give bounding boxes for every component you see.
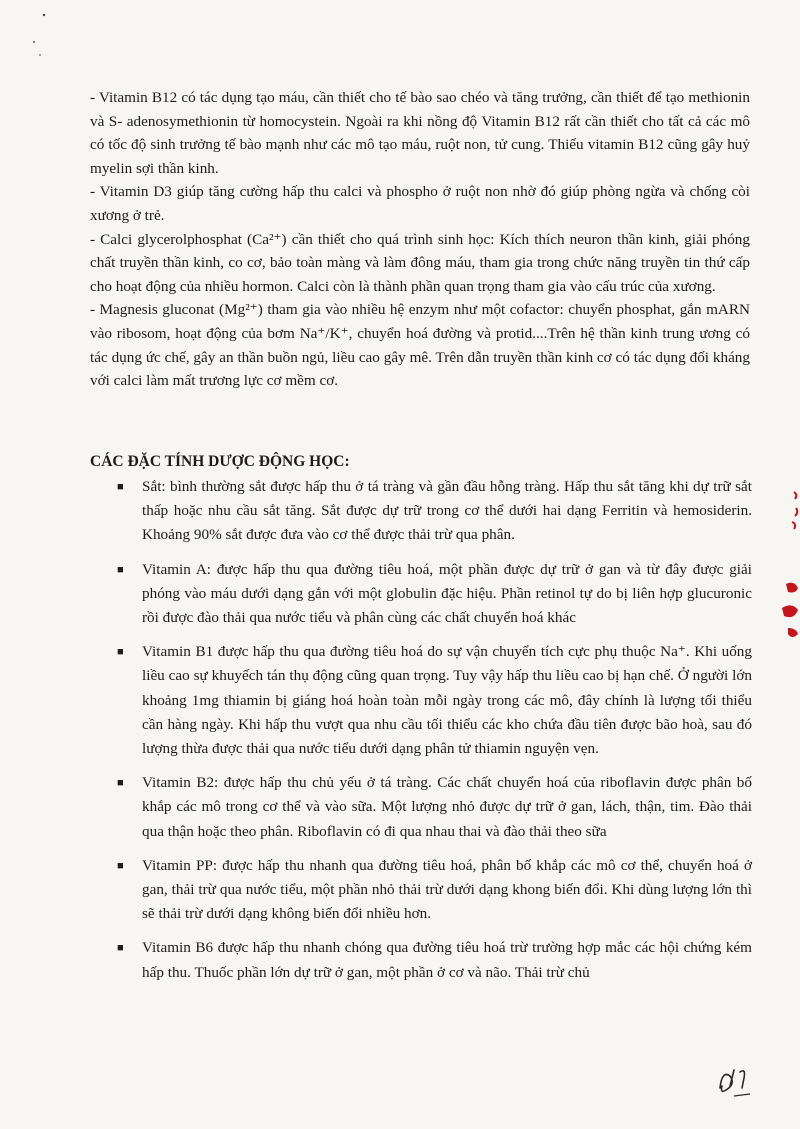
- bullet-icon: ■: [117, 646, 124, 659]
- paragraph-magnesis: - Magnesis gluconat (Mg²⁺) tham gia vào nhiều hệ enzym như một cofactor: chuyển phosphat, gắn mARN vào ribosom, hoạt động của bơm Na⁺/K⁺, chuyển hoá đường và protid....Trên hệ thần kinh trung ương có tác dụng ức chế, gây an thần buồn ngủ, liều cao gây mê. Trên dẫn truyền thần kinh cơ có tác dụng đối kháng với calci làm mất trương lực cơ mềm cơ.: [90, 301, 750, 390]
- paragraph-calci: - Calci glycerolphosphat (Ca²⁺) cần thiết cho quá trình sinh học: Kích thích neuron thần kinh, giải phóng chất truyền thần kinh, co cơ, bảo toàn màng và làm đông máu, tham gia trong chức năng truyền tin thứ cấp cho hoạt động của nhiều hormon. Calci còn là thành phần quan trọng tham gia vào cấu trúc của xương.: [90, 230, 750, 295]
- list-item-sat: [90, 475, 752, 548]
- list-item-text: Vitamin B6 được hấp thu nhanh chóng qua đường tiêu hoá trừ trường hợp mắc các hội chứng kém hấp thu. Thuốc phần lớn dự trữ ở gan, một phần ở cơ và não. Thải trừ chủ: [142, 939, 752, 981]
- list-item-vitamin-b6: [90, 936, 752, 984]
- list-item-vitamin-b1: [90, 640, 752, 761]
- list-item-text: Vitamin B1 được hấp thu qua đường tiêu hoá do sự vận chuyển tích cực phụ thuộc Na⁺. Khi uống liều cao sự khuyếch tán thụ động cũng quan trọng. Tuy vậy hấp thu liều cao bị hạn chế. Ở người lớn khoảng 1mg thiamin bị giáng hoá hoàn toàn mỗi ngày trong các mô, đây chính là lượng tối thiểu cần hàng ngày. Khi hấp thu vượt qua nhu cầu tối thiểu các kho chứa đầu tiên được bão hoà, sau đó lượng thừa được thải qua nước tiểu dưới dạng phân tử thiamin nguyện vẹn.: [142, 643, 752, 758]
- list-item-text: Vitamin PP: được hấp thu nhanh qua đường tiêu hoá, phân bố khắp các mô cơ thể, chuyển hoá ở gan, thải trừ qua nước tiểu, một phần nhỏ thải trừ dưới dạng khong biến đổi. Khi dùng lượng lớn thì sẽ thải trừ dưới dạng không biến đổi nhiều hơn.: [142, 856, 752, 923]
- bullet-icon: ■: [117, 777, 124, 790]
- bullet-icon: ■: [117, 481, 124, 493]
- paragraph-vitamin-b12: - Vitamin B12 có tác dụng tạo máu, cần thiết cho tế bào sao chéo và tăng trưởng, cần thiết để tạo methionin và S- adenosymethionin từ homocystein. Ngoài ra khi nồng độ Vitamin B12 rất cần thiết cho tất cả các mô có tốc độ sinh trưởng tế bào mạnh như các mô tạo máu, ruột non, tử cung. Thiếu vitamin B12 cũng gây huỷ myelin sợi thần kinh.: [90, 89, 750, 177]
- list-item-vitamin-pp: [90, 854, 752, 927]
- paragraph-vitamin-d3: - Vitamin D3 giúp tăng cường hấp thu calci và phospho ở ruột non nhờ đó giúp phòng ngừa và chống còi xương ở trẻ.: [90, 183, 750, 224]
- list-item-vitamin-a: [90, 558, 752, 631]
- handwritten-signature: [712, 1062, 762, 1106]
- bullet-icon: ■: [117, 859, 124, 872]
- bullet-icon: ■: [117, 563, 124, 576]
- pharmacokinetics-list: [90, 475, 752, 995]
- red-stamp-edge-mark: [776, 488, 800, 668]
- list-item-text: Vitamin A: được hấp thu qua đường tiêu hoá, một phần được dự trữ ở gan và từ đây được giải phóng vào máu dưới dạng gắn với một globulin đặc hiệu. Phần retinol tự do bị liên hợp glucuronic rồi được đào thải qua nước tiểu và phân cùng các chất chuyển hoá khác: [142, 560, 752, 627]
- list-item-vitamin-b2: [90, 771, 752, 844]
- list-item-text: Sắt: bình thường sắt được hấp thu ở tá tràng và gần đầu hỗng tràng. Hấp thu sắt tăng khi dự trữ sắt thấp hoặc nhu cầu sắt tăng. Sắt được dự trữ trong cơ thể dưới hai dạng Ferritin và hemosiderin. Khoảng 90% sắt được đưa vào cơ thể được thải trừ qua phân.: [142, 478, 752, 544]
- bullet-icon: ■: [117, 942, 124, 955]
- intro-section: [90, 86, 750, 393]
- list-item-text: Vitamin B2: được hấp thu chủ yếu ở tá tràng. Các chất chuyển hoá của riboflavin được phân bố khắp các mô trong cơ thể và vào sữa. Một lượng nhỏ được dự trữ ở gan, lách, thận, tim. Đào thải qua thận hoặc theo phân. Riboflavin có đi qua nhau thai và đào thải theo sữa: [142, 774, 752, 840]
- scan-speck-mark: [28, 10, 58, 60]
- section-heading: CÁC ĐẶC TÍNH DƯỢC ĐỘNG HỌC:: [90, 453, 350, 470]
